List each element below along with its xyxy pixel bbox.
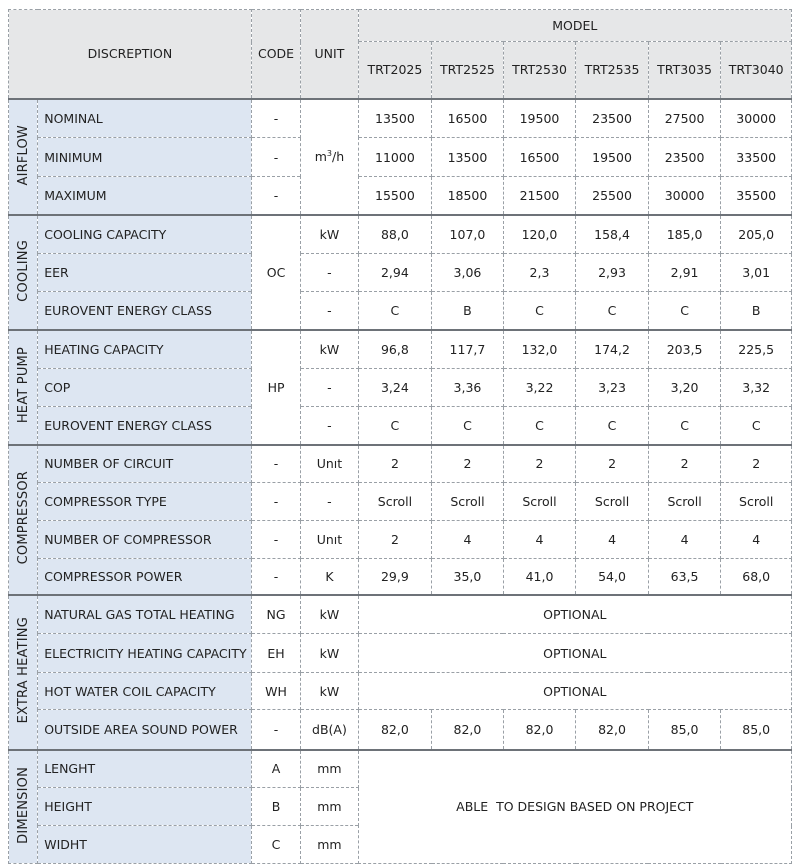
value-cell: 21500 [503, 177, 576, 215]
row-label: EER [38, 254, 252, 292]
row-label: HEATING CAPACITY [38, 330, 252, 369]
value-cell: C [432, 407, 504, 445]
table-row [9, 750, 792, 788]
row-label: COMPRESSOR TYPE [38, 483, 252, 521]
value-cell: 82,0 [576, 710, 649, 750]
code-cell: EH [251, 634, 300, 673]
unit-cell: kW [301, 330, 358, 369]
value-cell: 3,22 [503, 369, 576, 407]
value-cell: 63,5 [648, 559, 721, 595]
group-label-compressor: COMPRESSOR [9, 445, 38, 595]
value-cell: 68,0 [721, 559, 792, 595]
code-cell: A [251, 750, 300, 788]
value-cell: 2 [503, 445, 576, 483]
unit-cell: K [301, 559, 358, 595]
row-label: COMPRESSOR POWER [38, 559, 252, 595]
unit-cell: dB(A) [301, 710, 358, 750]
code-cell: - [251, 483, 300, 521]
value-cell: 158,4 [576, 215, 649, 254]
unit-cell: Unıt [301, 521, 358, 559]
value-cell: 205,0 [721, 215, 792, 254]
row-label: COP [38, 369, 252, 407]
model-name: TRT3035 [648, 42, 721, 99]
table-row [9, 330, 792, 369]
unit-cell: kW [301, 215, 358, 254]
value-cell: B [721, 292, 792, 330]
group-label-heat-pump: HEAT PUMP [9, 330, 38, 445]
code-cell: NG [251, 595, 300, 634]
code-cell-cooling: OC [251, 215, 300, 330]
table-row [9, 483, 792, 521]
value-cell: Scroll [358, 483, 432, 521]
value-cell: C [503, 292, 576, 330]
value-cell: 2,3 [503, 254, 576, 292]
value-cell: Scroll [721, 483, 792, 521]
row-label: NOMINAL [38, 99, 252, 138]
specification-table [8, 9, 792, 864]
value-cell: C [721, 407, 792, 445]
row-label: ELECTRICITY HEATING CAPACITY [38, 634, 252, 673]
value-cell: 29,9 [358, 559, 432, 595]
model-name: TRT2025 [358, 42, 432, 99]
value-cell: 33500 [721, 138, 792, 177]
value-cell: 2 [358, 445, 432, 483]
value-cell: 82,0 [358, 710, 432, 750]
code-cell: - [251, 138, 300, 177]
value-cell: 4 [576, 521, 649, 559]
value-cell: 82,0 [432, 710, 504, 750]
value-cell: C [648, 292, 721, 330]
value-cell: 11000 [358, 138, 432, 177]
row-label: LENGHT [38, 750, 252, 788]
value-cell: Scroll [432, 483, 504, 521]
optional-cell: OPTIONAL [358, 595, 791, 634]
value-cell: 85,0 [648, 710, 721, 750]
model-name: TRT2525 [432, 42, 504, 99]
code-cell-heat-pump: HP [251, 330, 300, 445]
unit-cell: kW [301, 634, 358, 673]
unit-cell: mm [301, 750, 358, 788]
value-cell: 13500 [358, 99, 432, 138]
value-cell: 23500 [576, 99, 649, 138]
value-cell: 132,0 [503, 330, 576, 369]
value-cell: 96,8 [358, 330, 432, 369]
value-cell: 35,0 [432, 559, 504, 595]
value-cell: 3,06 [432, 254, 504, 292]
value-cell: 185,0 [648, 215, 721, 254]
table-row [9, 445, 792, 483]
value-cell: 2,94 [358, 254, 432, 292]
table-row [9, 521, 792, 559]
code-cell: - [251, 559, 300, 595]
value-cell: 54,0 [576, 559, 649, 595]
value-cell: 23500 [648, 138, 721, 177]
table-row [9, 177, 792, 215]
table-row [9, 595, 792, 634]
row-label: NUMBER OF CIRCUIT [38, 445, 252, 483]
code-cell: - [251, 521, 300, 559]
table-row [9, 215, 792, 254]
unit-cell: - [301, 292, 358, 330]
table-row [9, 710, 792, 750]
unit-cell: - [301, 369, 358, 407]
value-cell: C [576, 407, 649, 445]
value-cell: 3,01 [721, 254, 792, 292]
row-label: NUMBER OF COMPRESSOR [38, 521, 252, 559]
group-label-dimension: DIMENSION [9, 750, 38, 864]
code-cell: C [251, 826, 300, 864]
value-cell: 2 [358, 521, 432, 559]
value-cell: 16500 [432, 99, 504, 138]
value-cell: C [503, 407, 576, 445]
value-cell: 88,0 [358, 215, 432, 254]
row-label: HOT WATER COIL CAPACITY [38, 673, 252, 710]
code-header: CODE [251, 10, 300, 99]
table-row [9, 138, 792, 177]
value-cell: 174,2 [576, 330, 649, 369]
code-cell: - [251, 445, 300, 483]
code-cell: - [251, 177, 300, 215]
value-cell: 3,20 [648, 369, 721, 407]
unit-cell: kW [301, 673, 358, 710]
group-label-extra-heating: EXTRA HEATING [9, 595, 38, 750]
value-cell: 16500 [503, 138, 576, 177]
table-row [9, 254, 792, 292]
value-cell: 4 [503, 521, 576, 559]
code-cell: WH [251, 673, 300, 710]
model-name: TRT3040 [721, 42, 792, 99]
value-cell: 30000 [721, 99, 792, 138]
value-cell: C [358, 292, 432, 330]
value-cell: 82,0 [503, 710, 576, 750]
row-label: HEIGHT [38, 788, 252, 826]
value-cell: 18500 [432, 177, 504, 215]
value-cell: 2 [721, 445, 792, 483]
model-name: TRT2535 [576, 42, 649, 99]
value-cell: 19500 [503, 99, 576, 138]
design-note-cell: ABLE TO DESIGN BASED ON PROJECT [358, 750, 791, 864]
value-cell: 35500 [721, 177, 792, 215]
table-row [9, 369, 792, 407]
model-name: TRT2530 [503, 42, 576, 99]
table-row [9, 673, 792, 710]
row-label: WIDHT [38, 826, 252, 864]
table-row [9, 407, 792, 445]
row-label: NATURAL GAS TOTAL HEATING [38, 595, 252, 634]
row-label: MAXIMUM [38, 177, 252, 215]
model-header: MODEL [358, 10, 791, 42]
value-cell: 2 [576, 445, 649, 483]
unit-cell: mm [301, 826, 358, 864]
value-cell: 25500 [576, 177, 649, 215]
value-cell: 4 [648, 521, 721, 559]
code-cell: - [251, 710, 300, 750]
group-label-cooling: COOLING [9, 215, 38, 330]
value-cell: 203,5 [648, 330, 721, 369]
value-cell: 15500 [358, 177, 432, 215]
unit-cell: - [301, 483, 358, 521]
value-cell: 2,93 [576, 254, 649, 292]
value-cell: 117,7 [432, 330, 504, 369]
row-label: EUROVENT ENERGY CLASS [38, 407, 252, 445]
value-cell: 30000 [648, 177, 721, 215]
unit-cell: Unıt [301, 445, 358, 483]
value-cell: Scroll [503, 483, 576, 521]
table-row [9, 634, 792, 673]
value-cell: C [576, 292, 649, 330]
table-row [9, 99, 792, 138]
value-cell: 41,0 [503, 559, 576, 595]
unit-cell-airflow: $m^3/h$ [301, 99, 358, 215]
value-cell: 27500 [648, 99, 721, 138]
value-cell: 2 [432, 445, 504, 483]
optional-cell: OPTIONAL [358, 634, 791, 673]
unit-cell: kW [301, 595, 358, 634]
table-row [9, 559, 792, 595]
code-cell: B [251, 788, 300, 826]
value-cell: Scroll [648, 483, 721, 521]
row-label: EUROVENT ENERGY CLASS [38, 292, 252, 330]
code-cell: - [251, 99, 300, 138]
value-cell: Scroll [576, 483, 649, 521]
value-cell: 107,0 [432, 215, 504, 254]
header-row-top [9, 10, 792, 42]
value-cell: 2,91 [648, 254, 721, 292]
value-cell: B [432, 292, 504, 330]
value-cell: C [648, 407, 721, 445]
unit-header: UNIT [301, 10, 358, 99]
value-cell: 3,32 [721, 369, 792, 407]
group-label-airflow: AIRFLOW [9, 99, 38, 215]
value-cell: 225,5 [721, 330, 792, 369]
value-cell: 3,23 [576, 369, 649, 407]
table-row [9, 292, 792, 330]
row-label: MINIMUM [38, 138, 252, 177]
value-cell: 4 [721, 521, 792, 559]
unit-cell: mm [301, 788, 358, 826]
value-cell: 3,36 [432, 369, 504, 407]
unit-cell: - [301, 254, 358, 292]
value-cell: 13500 [432, 138, 504, 177]
row-label: COOLING CAPACITY [38, 215, 252, 254]
value-cell: 120,0 [503, 215, 576, 254]
value-cell: 85,0 [721, 710, 792, 750]
row-label: OUTSIDE AREA SOUND POWER [38, 710, 252, 750]
unit-cell: - [301, 407, 358, 445]
optional-cell: OPTIONAL [358, 673, 791, 710]
value-cell: 19500 [576, 138, 649, 177]
value-cell: C [358, 407, 432, 445]
value-cell: 4 [432, 521, 504, 559]
value-cell: 3,24 [358, 369, 432, 407]
value-cell: 2 [648, 445, 721, 483]
description-header: DISCREPTION [9, 10, 252, 99]
